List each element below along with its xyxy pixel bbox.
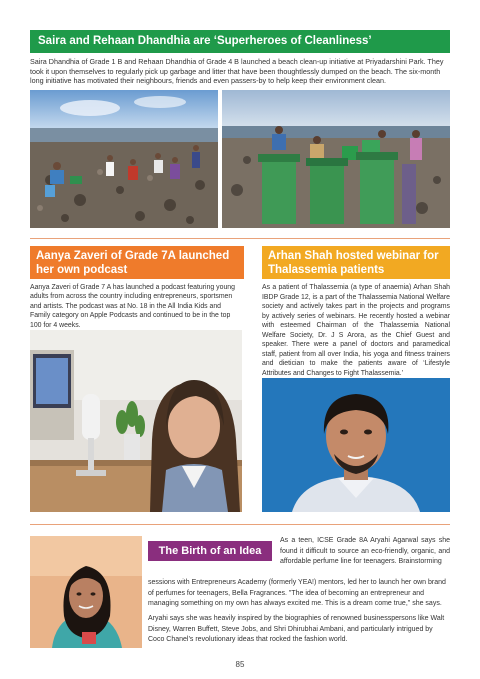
birth-of-idea-paragraph-continued: sessions with Entrepreneurs Academy (formerly YEA!) mentors, led her to launch her own brand of perfumes for teenagers, Bella Fragrances. "The idea of becoming an entrepreneur and managing something on my own has always excited me. This is a dream come true," she says. (148, 579, 446, 608)
birth-of-idea-paragraph-2: Aryahi says she was heavily inspired by the biographies of renowned businesspersons like Walt Disney, Warren Buffett, Steve Jobs, and Shri Dhirubhai Ambani, and particularly intrigued by Coco Chanel’s revolutionary ideas that rocked the fashion world. (148, 615, 445, 644)
page-number: 85 (235, 660, 245, 669)
arhan-portrait-photo (262, 378, 450, 512)
beach-cleanup-photo-left (30, 90, 218, 228)
podcast-heading: Aanya Zaveri of Grade 7A launched her own podcast (30, 246, 244, 279)
beach-cleanup-photo-right (222, 90, 450, 228)
cleanliness-heading: Saira and Rehaan Dhandhia are ‘Superheroes of Cleanliness’ (30, 30, 450, 53)
aryahi-portrait-photo (30, 536, 142, 648)
birth-of-idea-heading: The Birth of an Idea (148, 541, 272, 561)
thalassemia-heading: Arhan Shah hosted webinar for Thalassemia patients (262, 246, 450, 279)
section-divider-2 (30, 524, 450, 525)
thalassemia-paragraph: As a patient of Thalassemia (a type of anaemia) Arhan Shah IBDP Grade 12, is a part of the Thalassemia National Welfare society and actively takes part in the projects and programs by actively series of webinars. He recently hosted a webinar with esteemed Chairman of the Thalassemia National Welfare Society, Dr. J S Arora, as the Chief Guest and speaker. There were a panel of doctors and paramedical staff, patient from all over India, his yoga and fitness trainers and dietician to make the patients aware of ‘Lifestyle Attributes and Changes to Fight Thalassemia.’ (262, 284, 450, 377)
birth-of-idea-paragraph-intro: As a teen, ICSE Grade 8A Aryahi Agarwal says she found it difficult to source an eco-friendly, organic, and affordable perfume line for teenagers. Brainstorming (280, 537, 450, 566)
section-divider (30, 238, 450, 239)
podcast-paragraph: Aanya Zaveri of Grade 7 A has launched a podcast featuring young adults from across the country including entrepreneurs, sportsmen and artists. The podcast was at No. 18 in the All India Kids and Family category on Apple Podcasts and continued to be in the top 100 for 4 weeks. (30, 284, 235, 329)
aanya-podcast-photo (30, 330, 242, 512)
cleanliness-paragraph: Saira Dhandhia of Grade 1 B and Rehaan Dhandhia of Grade 4 B launched a beach clean-up initiative at Priyadarshini Park. They took it upon themselves to regularly pick up garbage and litter that have been thoughtlessly dumped on the beach. The six-month long initiative has motivated their neighbours, friends and even passers-by to help keep their environment clean. (30, 57, 444, 86)
